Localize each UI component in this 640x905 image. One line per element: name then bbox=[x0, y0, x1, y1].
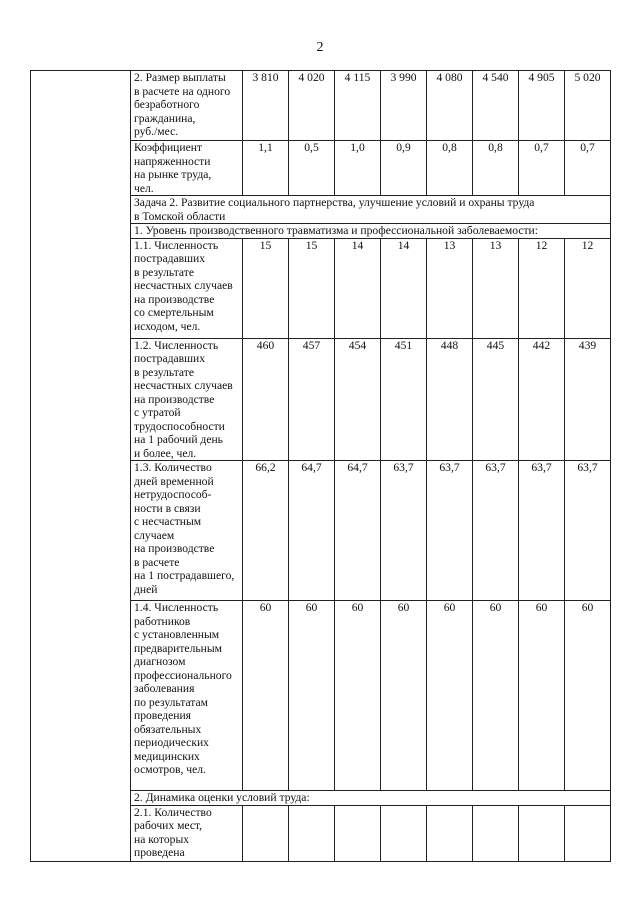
value-cell: 4 020 bbox=[289, 71, 335, 141]
indicator-label-cell bbox=[131, 601, 243, 791]
value-cell bbox=[289, 805, 335, 861]
indicator-label-cell bbox=[131, 71, 243, 141]
value-cell: 1,0 bbox=[335, 141, 381, 196]
indicator-label: 2. Размер выплаты в расчете на одного безработного гражданина, руб./мес. bbox=[134, 71, 231, 138]
value-cell: 454 bbox=[335, 338, 381, 461]
indicator-label-cell bbox=[131, 238, 243, 338]
value-cell: 451 bbox=[381, 338, 427, 461]
value-cell: 60 bbox=[519, 601, 565, 791]
value-cell: 3 810 bbox=[243, 71, 289, 141]
value-cell bbox=[473, 805, 519, 861]
value-cell: 15 bbox=[289, 238, 335, 338]
value-cell: 60 bbox=[427, 601, 473, 791]
value-cell: 63,7 bbox=[473, 461, 519, 601]
value-cell: 4 540 bbox=[473, 71, 519, 141]
value-cell bbox=[519, 805, 565, 861]
value-cell: 13 bbox=[473, 238, 519, 338]
indicator-label: 2.1. Количество рабочих мест, на которых проведена bbox=[134, 805, 212, 859]
value-cell: 63,7 bbox=[427, 461, 473, 601]
indicator-label: 1.3. Количество дней временной нетрудоспособ- ности в связи с несчастным случаем на производстве в расчете на 1 пострадавшего, дней bbox=[134, 461, 235, 596]
value-cell: 13 bbox=[427, 238, 473, 338]
value-cell: 0,9 bbox=[381, 141, 427, 196]
value-cell: 460 bbox=[243, 338, 289, 461]
value-cell: 5 020 bbox=[565, 71, 611, 141]
value-cell: 66,2 bbox=[243, 461, 289, 601]
indicator-label-cell bbox=[131, 461, 243, 601]
value-cell: 0,7 bbox=[519, 141, 565, 196]
value-cell: 4 080 bbox=[427, 71, 473, 141]
value-cell: 0,5 bbox=[289, 141, 335, 196]
value-cell: 448 bbox=[427, 338, 473, 461]
indicator-label-cell bbox=[131, 141, 243, 196]
value-cell: 63,7 bbox=[565, 461, 611, 601]
value-cell: 0,8 bbox=[473, 141, 519, 196]
indicator-label-cell bbox=[131, 338, 243, 461]
value-cell: 63,7 bbox=[381, 461, 427, 601]
section-label: Задача 2. Развитие социального партнерства, улучшение условий и охраны труда в Томской области bbox=[134, 196, 535, 223]
value-cell: 60 bbox=[473, 601, 519, 791]
table-body bbox=[31, 71, 611, 862]
indicator-label: 1.2. Численность пострадавших в результате несчастных случаев на производстве с утратой трудоспособности на 1 рабочий день и более, чел. bbox=[134, 338, 233, 460]
value-cell: 3 990 bbox=[381, 71, 427, 141]
value-cell: 64,7 bbox=[335, 461, 381, 601]
section-header bbox=[131, 196, 611, 224]
indicators-table bbox=[30, 70, 611, 862]
value-cell: 1,1 bbox=[243, 141, 289, 196]
value-cell: 60 bbox=[565, 601, 611, 791]
value-cell: 12 bbox=[565, 238, 611, 338]
value-cell: 445 bbox=[473, 338, 519, 461]
table-row bbox=[31, 71, 611, 141]
section-header bbox=[131, 224, 611, 239]
value-cell bbox=[381, 805, 427, 861]
value-cell: 60 bbox=[381, 601, 427, 791]
indicator-label-cell bbox=[131, 805, 243, 861]
section-label: 1. Уровень производственного травматизма и профессиональной заболеваемости: bbox=[134, 224, 538, 237]
value-cell: 60 bbox=[243, 601, 289, 791]
section-header bbox=[131, 791, 611, 806]
indicator-label: Коэффициент напряженности на рынке труда, чел. bbox=[134, 141, 212, 195]
value-cell bbox=[427, 805, 473, 861]
value-cell: 457 bbox=[289, 338, 335, 461]
value-cell bbox=[243, 805, 289, 861]
indicator-label: 1.4. Численность работников с установленным предварительным диагнозом профессионального заболевания по результатам проведения обязательных периодических медицинских осмотров, чел. bbox=[134, 601, 232, 776]
value-cell: 442 bbox=[519, 338, 565, 461]
value-cell: 0,8 bbox=[427, 141, 473, 196]
value-cell: 60 bbox=[289, 601, 335, 791]
indicator-label: 1.1. Численность пострадавших в результате несчастных случаев на производстве со смертельным исходом, чел. bbox=[134, 238, 233, 333]
value-cell bbox=[335, 805, 381, 861]
value-cell: 63,7 bbox=[519, 461, 565, 601]
value-cell: 4 905 bbox=[519, 71, 565, 141]
value-cell: 0,7 bbox=[565, 141, 611, 196]
value-cell: 14 bbox=[335, 238, 381, 338]
value-cell bbox=[565, 805, 611, 861]
value-cell: 15 bbox=[243, 238, 289, 338]
page-number: 2 bbox=[316, 40, 324, 55]
value-cell: 4 115 bbox=[335, 71, 381, 141]
value-cell: 12 bbox=[519, 238, 565, 338]
left-blank-cell bbox=[31, 71, 131, 862]
value-cell: 60 bbox=[335, 601, 381, 791]
section-label: 2. Динамика оценки условий труда: bbox=[134, 791, 310, 804]
value-cell: 439 bbox=[565, 338, 611, 461]
value-cell: 14 bbox=[381, 238, 427, 338]
value-cell: 64,7 bbox=[289, 461, 335, 601]
